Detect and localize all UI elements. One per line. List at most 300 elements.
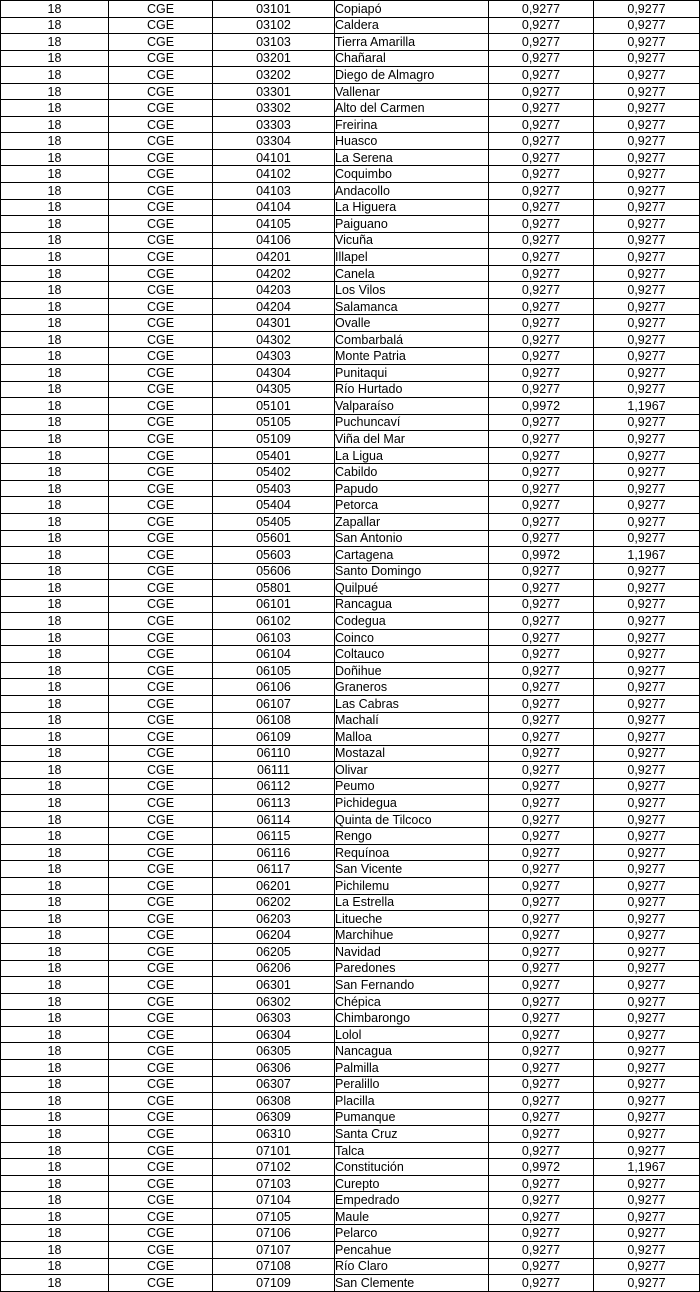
commune-code-cell: 06113 [213,795,335,812]
commune-code-cell: 07105 [213,1208,335,1225]
company-cell: CGE [109,960,213,977]
company-cell: CGE [109,365,213,382]
factor-value-2-cell: 0,9277 [594,1242,700,1259]
factor-value-1-cell: 0,9277 [489,381,594,398]
commune-name-cell: Pichidegua [335,795,489,812]
factor-value-2-cell: 0,9277 [594,1010,700,1027]
commune-name-cell: Lolol [335,1026,489,1043]
commune-name-cell: Canela [335,265,489,282]
table-row [1,1275,700,1292]
table-row [1,977,700,994]
company-cell: CGE [109,50,213,67]
factor-value-1-cell: 0,9277 [489,927,594,944]
company-cell: CGE [109,480,213,497]
commune-code-cell: 05801 [213,580,335,597]
row-number-cell: 18 [1,712,109,729]
table-row [1,232,700,249]
commune-name-cell: Quilpué [335,580,489,597]
factor-value-1-cell: 0,9277 [489,1258,594,1275]
commune-name-cell: Palmilla [335,1060,489,1077]
factor-value-1-cell: 0,9277 [489,83,594,100]
company-cell: CGE [109,1109,213,1126]
commune-name-cell: Litueche [335,911,489,928]
commune-code-cell: 04102 [213,166,335,183]
factor-value-2-cell: 0,9277 [594,199,700,216]
company-cell: CGE [109,745,213,762]
table-row [1,861,700,878]
commune-name-cell: Monte Patria [335,348,489,365]
company-cell: CGE [109,232,213,249]
row-number-cell: 18 [1,1126,109,1143]
commune-code-cell: 04104 [213,199,335,216]
commune-name-cell: Andacollo [335,183,489,200]
commune-name-cell: Rancagua [335,596,489,613]
row-number-cell: 18 [1,877,109,894]
commune-name-cell: Coquimbo [335,166,489,183]
row-number-cell: 18 [1,298,109,315]
commune-name-cell: Alto del Carmen [335,100,489,117]
table-row [1,431,700,448]
factor-value-1-cell: 0,9277 [489,596,594,613]
factor-value-2-cell: 0,9277 [594,1175,700,1192]
commune-code-cell: 06303 [213,1010,335,1027]
company-cell: CGE [109,1275,213,1292]
factor-value-2-cell: 0,9277 [594,116,700,133]
row-number-cell: 18 [1,530,109,547]
row-number-cell: 18 [1,679,109,696]
factor-value-1-cell: 0,9277 [489,1,594,18]
commune-name-cell: Rengo [335,828,489,845]
company-cell: CGE [109,513,213,530]
factor-value-1-cell: 0,9277 [489,50,594,67]
row-number-cell: 18 [1,1043,109,1060]
row-number-cell: 18 [1,83,109,100]
table-row [1,1192,700,1209]
table-row [1,166,700,183]
factor-value-1-cell: 0,9972 [489,1159,594,1176]
factor-value-1-cell: 0,9277 [489,100,594,117]
factor-value-1-cell: 0,9277 [489,464,594,481]
commune-name-cell: Requínoa [335,844,489,861]
factor-value-2-cell: 0,9277 [594,464,700,481]
commune-name-cell: Chañaral [335,50,489,67]
row-number-cell: 18 [1,67,109,84]
commune-name-cell: Pencahue [335,1242,489,1259]
commune-name-cell: San Antonio [335,530,489,547]
row-number-cell: 18 [1,944,109,961]
commune-name-cell: La Higuera [335,199,489,216]
table-row [1,1,700,18]
commune-name-cell: Santo Domingo [335,563,489,580]
row-number-cell: 18 [1,1159,109,1176]
commune-code-cell: 03301 [213,83,335,100]
commune-code-cell: 05606 [213,563,335,580]
factor-value-1-cell: 0,9277 [489,1043,594,1060]
table-row [1,331,700,348]
factor-value-1-cell: 0,9277 [489,1175,594,1192]
table-row [1,1109,700,1126]
commune-name-cell: Pumanque [335,1109,489,1126]
factor-value-2-cell: 0,9277 [594,1275,700,1292]
factor-value-2-cell: 0,9277 [594,381,700,398]
factor-value-1-cell: 0,9277 [489,17,594,34]
commune-code-cell: 04304 [213,365,335,382]
company-cell: CGE [109,464,213,481]
company-cell: CGE [109,1258,213,1275]
table-row [1,447,700,464]
commune-name-cell: Paredones [335,960,489,977]
table-row [1,249,700,266]
factor-value-2-cell: 0,9277 [594,1,700,18]
company-cell: CGE [109,1026,213,1043]
commune-name-cell: Graneros [335,679,489,696]
factor-value-2-cell: 0,9277 [594,563,700,580]
commune-code-cell: 04106 [213,232,335,249]
row-number-cell: 18 [1,1076,109,1093]
row-number-cell: 18 [1,365,109,382]
factor-value-1-cell: 0,9277 [489,977,594,994]
row-number-cell: 18 [1,381,109,398]
table-row [1,133,700,150]
table-row [1,811,700,828]
row-number-cell: 18 [1,398,109,415]
company-cell: CGE [109,133,213,150]
factor-value-1-cell: 0,9277 [489,762,594,779]
table-row [1,282,700,299]
commune-code-cell: 03102 [213,17,335,34]
commune-name-cell: Mostazal [335,745,489,762]
factor-value-1-cell: 0,9277 [489,580,594,597]
factor-value-1-cell: 0,9277 [489,877,594,894]
commune-code-cell: 06304 [213,1026,335,1043]
table-row [1,1093,700,1110]
factor-value-2-cell: 0,9277 [594,133,700,150]
factor-value-2-cell: 0,9277 [594,911,700,928]
factor-value-1-cell: 0,9277 [489,249,594,266]
commune-code-cell: 06116 [213,844,335,861]
table-row [1,1258,700,1275]
commune-code-cell: 06307 [213,1076,335,1093]
table-row [1,1043,700,1060]
company-cell: CGE [109,265,213,282]
table-row [1,116,700,133]
commune-code-cell: 07106 [213,1225,335,1242]
commune-code-cell: 06117 [213,861,335,878]
factor-value-2-cell: 1,1967 [594,547,700,564]
factor-value-1-cell: 0,9277 [489,844,594,861]
company-cell: CGE [109,977,213,994]
commune-name-cell: Machalí [335,712,489,729]
table-body [1,1,700,1292]
table-row [1,183,700,200]
commune-name-cell: Curepto [335,1175,489,1192]
factor-value-2-cell: 0,9277 [594,795,700,812]
commune-code-cell: 06106 [213,679,335,696]
factor-value-1-cell: 0,9277 [489,282,594,299]
company-cell: CGE [109,447,213,464]
row-number-cell: 18 [1,1258,109,1275]
factor-value-1-cell: 0,9277 [489,265,594,282]
factor-value-1-cell: 0,9277 [489,861,594,878]
table-row [1,199,700,216]
factor-value-1-cell: 0,9277 [489,1192,594,1209]
table-row [1,34,700,51]
company-cell: CGE [109,828,213,845]
row-number-cell: 18 [1,249,109,266]
row-number-cell: 18 [1,729,109,746]
commune-name-cell: Valparaíso [335,398,489,415]
table-row [1,729,700,746]
table-row [1,1175,700,1192]
commune-code-cell: 05402 [213,464,335,481]
factor-value-2-cell: 0,9277 [594,1258,700,1275]
factor-value-1-cell: 0,9277 [489,67,594,84]
commune-code-cell: 05404 [213,497,335,514]
table-row [1,67,700,84]
company-cell: CGE [109,1043,213,1060]
factor-value-2-cell: 0,9277 [594,1109,700,1126]
factor-value-2-cell: 1,1967 [594,1159,700,1176]
commune-name-cell: Marchihue [335,927,489,944]
row-number-cell: 18 [1,166,109,183]
table-row [1,960,700,977]
factor-value-2-cell: 0,9277 [594,960,700,977]
factor-value-1-cell: 0,9277 [489,1076,594,1093]
commune-name-cell: Chimbarongo [335,1010,489,1027]
commune-name-cell: La Serena [335,149,489,166]
factor-value-2-cell: 0,9277 [594,365,700,382]
commune-name-cell: Vicuña [335,232,489,249]
company-cell: CGE [109,1242,213,1259]
factor-value-1-cell: 0,9277 [489,911,594,928]
factor-value-2-cell: 0,9277 [594,1208,700,1225]
commune-name-cell: Puchuncaví [335,414,489,431]
company-cell: CGE [109,1159,213,1176]
commune-code-cell: 04202 [213,265,335,282]
table-row [1,1026,700,1043]
row-number-cell: 18 [1,778,109,795]
row-number-cell: 18 [1,1192,109,1209]
commune-name-cell: Diego de Almagro [335,67,489,84]
factor-value-2-cell: 0,9277 [594,944,700,961]
commune-name-cell: Malloa [335,729,489,746]
commune-code-cell: 04204 [213,298,335,315]
table-row [1,1010,700,1027]
company-cell: CGE [109,646,213,663]
commune-code-cell: 04301 [213,315,335,332]
commune-name-cell: Las Cabras [335,695,489,712]
factor-value-1-cell: 0,9277 [489,1010,594,1027]
company-cell: CGE [109,844,213,861]
commune-code-cell: 03302 [213,100,335,117]
factor-value-1-cell: 0,9277 [489,811,594,828]
factor-value-2-cell: 0,9277 [594,530,700,547]
table-row [1,745,700,762]
factor-value-1-cell: 0,9277 [489,679,594,696]
commune-code-cell: 06306 [213,1060,335,1077]
row-number-cell: 18 [1,447,109,464]
commune-code-cell: 06206 [213,960,335,977]
table-row [1,877,700,894]
table-row [1,894,700,911]
factor-value-2-cell: 0,9277 [594,67,700,84]
row-number-cell: 18 [1,149,109,166]
factor-value-1-cell: 0,9277 [489,1126,594,1143]
commune-name-cell: San Fernando [335,977,489,994]
company-cell: CGE [109,530,213,547]
factor-value-1-cell: 0,9277 [489,1026,594,1043]
row-number-cell: 18 [1,216,109,233]
company-cell: CGE [109,861,213,878]
factor-value-1-cell: 0,9277 [489,1142,594,1159]
factor-value-2-cell: 0,9277 [594,183,700,200]
table-row [1,778,700,795]
row-number-cell: 18 [1,1275,109,1292]
company-cell: CGE [109,993,213,1010]
factor-value-1-cell: 0,9277 [489,944,594,961]
commune-code-cell: 06114 [213,811,335,828]
row-number-cell: 18 [1,844,109,861]
company-cell: CGE [109,1208,213,1225]
company-cell: CGE [109,762,213,779]
company-cell: CGE [109,100,213,117]
commune-name-cell: Quinta de Tilcoco [335,811,489,828]
table-row [1,712,700,729]
factor-value-1-cell: 0,9277 [489,199,594,216]
commune-code-cell: 07107 [213,1242,335,1259]
commune-code-cell: 03103 [213,34,335,51]
commune-code-cell: 03101 [213,1,335,18]
factor-value-2-cell: 0,9277 [594,149,700,166]
factor-value-2-cell: 0,9277 [594,580,700,597]
row-number-cell: 18 [1,1,109,18]
row-number-cell: 18 [1,1242,109,1259]
commune-name-cell: Copiapó [335,1,489,18]
row-number-cell: 18 [1,199,109,216]
commune-name-cell: Zapallar [335,513,489,530]
company-cell: CGE [109,795,213,812]
company-cell: CGE [109,1,213,18]
factor-value-2-cell: 0,9277 [594,596,700,613]
table-row [1,844,700,861]
company-cell: CGE [109,249,213,266]
commune-name-cell: Petorca [335,497,489,514]
factor-value-2-cell: 0,9277 [594,977,700,994]
commune-code-cell: 05601 [213,530,335,547]
company-cell: CGE [109,778,213,795]
table-row [1,100,700,117]
commune-name-cell: Río Hurtado [335,381,489,398]
commune-name-cell: Papudo [335,480,489,497]
company-cell: CGE [109,67,213,84]
commune-name-cell: Paiguano [335,216,489,233]
factor-value-2-cell: 0,9277 [594,17,700,34]
commune-code-cell: 07102 [213,1159,335,1176]
commune-name-cell: Illapel [335,249,489,266]
factor-value-2-cell: 0,9277 [594,1026,700,1043]
company-cell: CGE [109,1060,213,1077]
company-cell: CGE [109,894,213,911]
factor-value-1-cell: 0,9277 [489,629,594,646]
row-number-cell: 18 [1,1010,109,1027]
row-number-cell: 18 [1,34,109,51]
company-cell: CGE [109,877,213,894]
commune-name-cell: Chépica [335,993,489,1010]
factor-value-1-cell: 0,9277 [489,960,594,977]
row-number-cell: 18 [1,911,109,928]
commune-code-cell: 04201 [213,249,335,266]
row-number-cell: 18 [1,348,109,365]
commune-code-cell: 06111 [213,762,335,779]
factor-value-2-cell: 0,9277 [594,695,700,712]
commune-code-cell: 04303 [213,348,335,365]
company-cell: CGE [109,1192,213,1209]
table-row [1,216,700,233]
commune-code-cell: 06309 [213,1109,335,1126]
factor-value-1-cell: 0,9277 [489,745,594,762]
factor-value-1-cell: 0,9277 [489,216,594,233]
company-cell: CGE [109,348,213,365]
commune-code-cell: 03304 [213,133,335,150]
commune-name-cell: Freirina [335,116,489,133]
factor-value-2-cell: 0,9277 [594,315,700,332]
factor-value-1-cell: 0,9277 [489,232,594,249]
row-number-cell: 18 [1,1026,109,1043]
row-number-cell: 18 [1,547,109,564]
commune-code-cell: 04305 [213,381,335,398]
row-number-cell: 18 [1,315,109,332]
table-row [1,795,700,812]
company-cell: CGE [109,662,213,679]
commune-code-cell: 06102 [213,613,335,630]
factor-value-2-cell: 0,9277 [594,414,700,431]
factor-value-1-cell: 0,9277 [489,116,594,133]
table-row [1,993,700,1010]
company-cell: CGE [109,216,213,233]
commune-code-cell: 03303 [213,116,335,133]
company-cell: CGE [109,34,213,51]
factor-value-1-cell: 0,9277 [489,1060,594,1077]
commune-code-cell: 04105 [213,216,335,233]
commune-code-cell: 04302 [213,331,335,348]
factor-value-1-cell: 0,9277 [489,1093,594,1110]
factor-value-2-cell: 0,9277 [594,679,700,696]
factor-value-1-cell: 0,9277 [489,497,594,514]
commune-code-cell: 03201 [213,50,335,67]
commune-name-cell: Empedrado [335,1192,489,1209]
factor-value-1-cell: 0,9277 [489,1242,594,1259]
row-number-cell: 18 [1,265,109,282]
commune-name-cell: Pelarco [335,1225,489,1242]
row-number-cell: 18 [1,513,109,530]
commune-code-cell: 06204 [213,927,335,944]
table-row [1,1076,700,1093]
commune-name-cell: Huasco [335,133,489,150]
row-number-cell: 18 [1,133,109,150]
table-row [1,695,700,712]
row-number-cell: 18 [1,580,109,597]
commune-code-cell: 04101 [213,149,335,166]
table-row [1,50,700,67]
factor-value-2-cell: 0,9277 [594,1126,700,1143]
company-cell: CGE [109,431,213,448]
commune-code-cell: 06115 [213,828,335,845]
company-cell: CGE [109,596,213,613]
row-number-cell: 18 [1,795,109,812]
commune-code-cell: 05101 [213,398,335,415]
company-cell: CGE [109,679,213,696]
company-cell: CGE [109,183,213,200]
